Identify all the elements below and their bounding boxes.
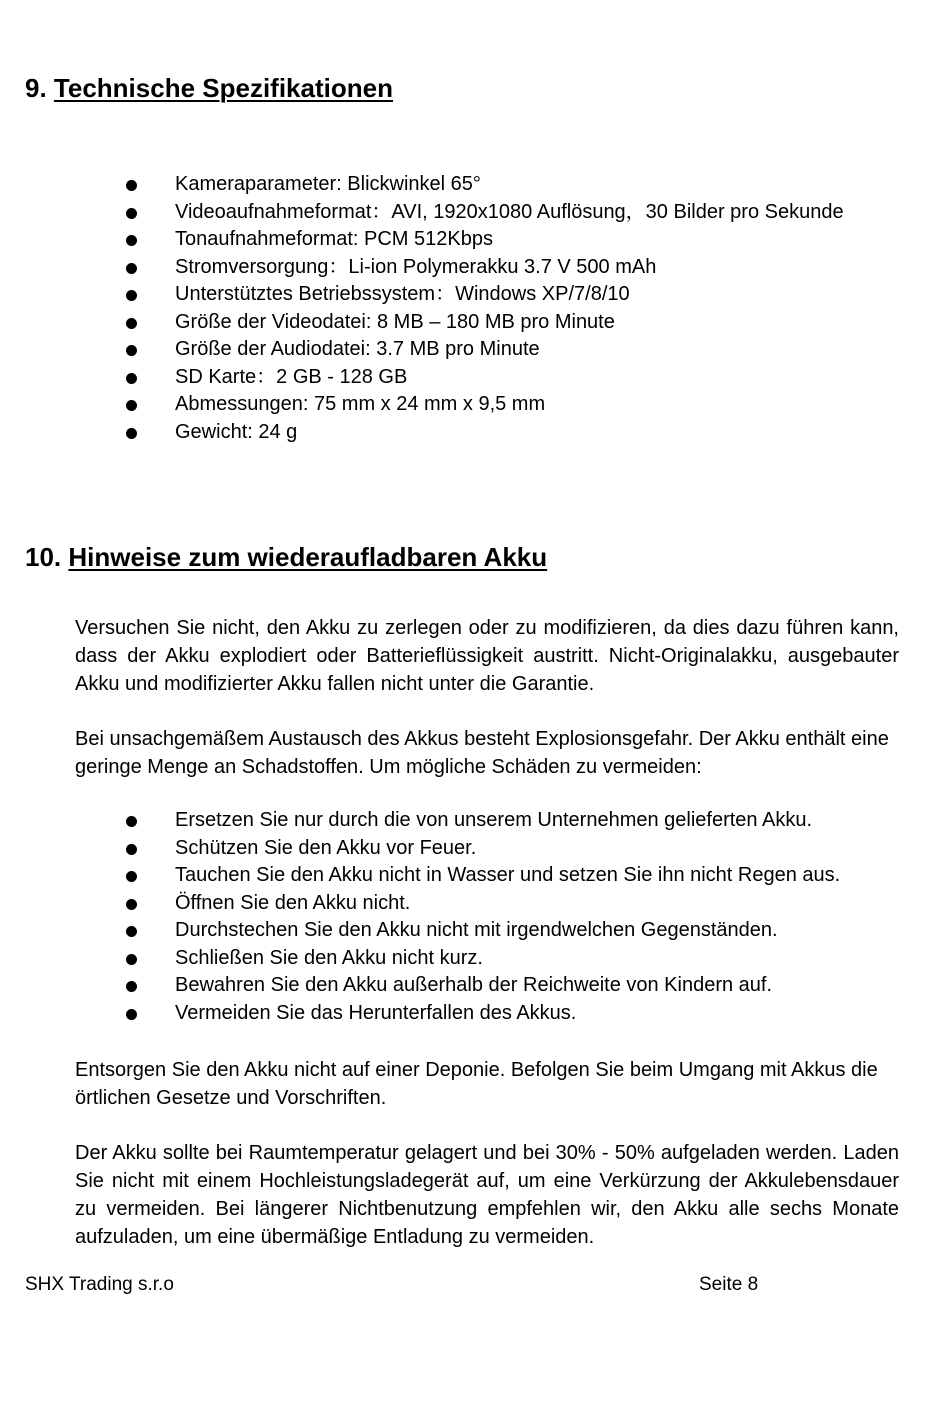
spec-item <box>0 171 844 199</box>
spec-text: Kameraparameter: Blickwinkel 65° <box>175 173 481 195</box>
spec-text: Unterstütztes Betriebssystem：Windows XP/7/8/10 <box>175 283 630 305</box>
spec-item <box>0 281 844 309</box>
spec-text: Gewicht: 24 g <box>175 420 298 443</box>
precaution-text: Vermeiden Sie das Herunterfallen des Akkus. <box>175 1001 577 1024</box>
spec-item <box>0 419 844 447</box>
spec-text: Größe der Videodatei: 8 MB – 180 MB pro Minute <box>175 310 615 333</box>
footer-page-number: Seite 8 <box>699 1274 759 1295</box>
section-9-heading <box>25 72 393 104</box>
storage-paragraph: Der Akku sollte bei Raumtemperatur gelagert und bei 30% - 50% aufgeladen werden. Laden Sie nicht mit einem Hochleistungsladegerät auf, um eine Verkürzung der Akkulebensdauer zu vermeiden. Bei längerer Nichtbenutzung empfehlen wir, den Akku alle sechs Monate aufzuladen, um eine übermäßige Entladung zu vermeiden. <box>75 1142 899 1248</box>
precaution-item <box>0 807 840 835</box>
spec-item <box>0 336 844 364</box>
battery-warning-paragraph: Versuchen Sie nicht, den Akku zu zerlegen oder zu modifizieren, da dies dazu führen kann, dass der Akku explodiert oder Batterieflüssigkeit austritt. Nicht-Originalakku, ausgebauter Akku und modifizierter Akku fallen nicht unter die Garantie. <box>75 617 899 695</box>
precaution-item <box>0 917 840 945</box>
section-9-number: 9. <box>25 73 47 103</box>
spec-text: Tonaufnahmeformat: PCM 512Kbps <box>175 228 493 250</box>
section-9-title: Technische Spezifikationen <box>53 73 393 103</box>
precaution-text: Tauchen Sie den Akku nicht in Wasser und setzen Sie ihn nicht Regen aus. <box>175 864 841 886</box>
section-10-number: 10. <box>25 542 62 572</box>
precaution-item <box>0 972 840 1000</box>
bullet-icon <box>126 1009 137 1020</box>
spec-item <box>0 199 844 227</box>
precaution-text: Schützen Sie den Akku vor Feuer. <box>175 836 477 859</box>
precaution-text: Bewahren Sie den Akku außerhalb der Reichweite von Kindern auf. <box>175 974 773 996</box>
bullet-icon <box>126 318 137 329</box>
explosion-risk-paragraph: Bei unsachgemäßem Austausch des Akkus besteht Explosionsgefahr. Der Akku enthält eine geringe Menge an Schadstoffen. Um mögliche Schäden zu vermeiden: <box>75 728 889 778</box>
bullet-icon <box>126 844 137 855</box>
spec-item <box>0 226 844 254</box>
bullet-icon <box>126 899 137 910</box>
spec-text: Größe der Audiodatei: 3.7 MB pro Minute <box>175 338 540 360</box>
section-10-title: Hinweise zum wiederaufladbaren Akku <box>68 542 548 572</box>
spec-item <box>0 364 844 392</box>
precaution-item <box>0 835 840 863</box>
spec-item <box>0 309 844 337</box>
bullet-icon <box>126 400 137 411</box>
disposal-paragraph: Entsorgen Sie den Akku nicht auf einer Deponie. Befolgen Sie beim Umgang mit Akkus die örtlichen Gesetze und Vorschriften. <box>75 1059 878 1109</box>
spec-item <box>0 254 844 282</box>
precaution-item <box>0 1000 840 1028</box>
spec-list <box>0 171 844 446</box>
bullet-icon <box>126 290 137 301</box>
precaution-text: Schließen Sie den Akku nicht kurz. <box>175 946 483 969</box>
bullet-icon <box>126 345 137 356</box>
precaution-list <box>0 807 840 1027</box>
spec-text: Abmessungen: 75 mm x 24 mm x 9,5 mm <box>175 393 546 415</box>
bullet-icon <box>126 263 137 274</box>
spec-item <box>0 391 844 419</box>
bullet-icon <box>126 208 137 219</box>
bullet-icon <box>126 954 137 965</box>
precaution-item <box>0 890 840 918</box>
bullet-icon <box>126 373 137 384</box>
precaution-text: Ersetzen Sie nur durch die von unserem Unternehmen gelieferten Akku. <box>175 809 813 831</box>
spec-text: SD Karte：2 GB - 128 GB <box>175 365 408 388</box>
spec-text: Videoaufnahmeformat：AVI, 1920x1080 Auflösung，30 Bilder pro Sekunde <box>175 200 844 223</box>
section-10-heading <box>25 541 547 573</box>
precaution-text: Durchstechen Sie den Akku nicht mit irgendwelchen Gegenständen. <box>175 919 778 941</box>
precaution-item <box>0 862 840 890</box>
bullet-icon <box>126 981 137 992</box>
bullet-icon <box>126 235 137 246</box>
precaution-text: Öffnen Sie den Akku nicht. <box>175 891 411 914</box>
bullet-icon <box>126 816 137 827</box>
bullet-icon <box>126 926 137 937</box>
footer-company: SHX Trading s.r.o <box>25 1274 174 1295</box>
precaution-item <box>0 945 840 973</box>
bullet-icon <box>126 428 137 439</box>
spec-text: Stromversorgung：Li-ion Polymerakku 3.7 V 500 mAh <box>175 255 657 278</box>
bullet-icon <box>126 871 137 882</box>
bullet-icon <box>126 180 137 191</box>
